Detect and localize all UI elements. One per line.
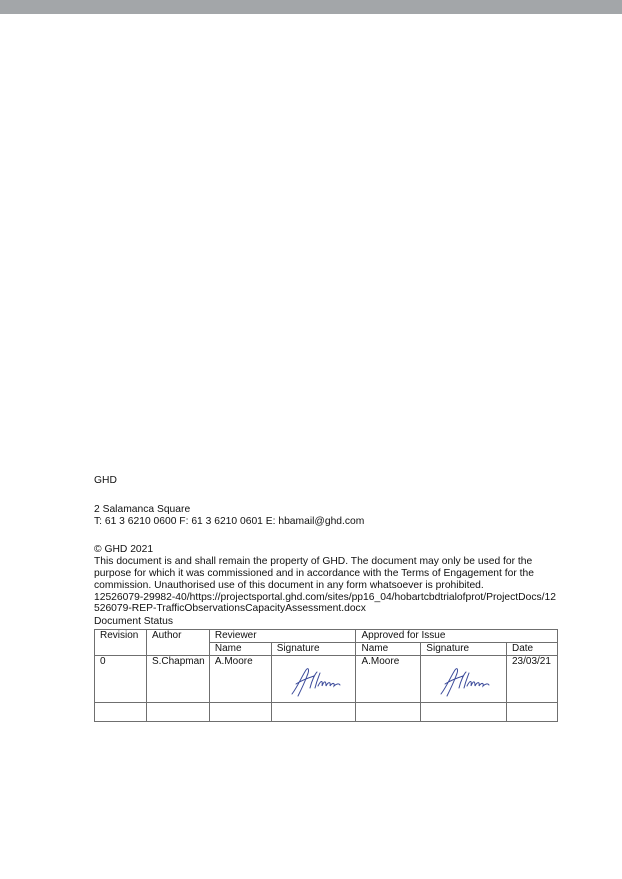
empty-cell [421, 702, 507, 721]
cell-date: 23/03/21 [507, 655, 558, 702]
empty-cell [209, 702, 271, 721]
empty-cell [146, 702, 209, 721]
signature-icon [288, 664, 346, 700]
header-approver-signature: Signature [421, 642, 507, 655]
cell-approver-signature [421, 655, 507, 702]
contact-line: T: 61 3 6210 0600 F: 61 3 6210 0601 E: hbamail@ghd.com [94, 515, 365, 527]
table-row [95, 655, 558, 702]
table-header-row [95, 629, 558, 642]
header-date: Date [507, 642, 558, 655]
header-approved-for-issue: Approved for Issue [356, 629, 558, 642]
document-status-label: Document Status [94, 616, 173, 628]
empty-cell [95, 702, 147, 721]
empty-cell [271, 702, 356, 721]
header-approver-name: Name [356, 642, 421, 655]
company-name: GHD [94, 475, 117, 486]
header-band [0, 0, 622, 14]
empty-cell [507, 702, 558, 721]
copyright: © GHD 2021 [94, 544, 154, 556]
disclaimer: This document is and shall remain the property of GHD. The document may only be used for the purpose for which it was commissioned and in accordance with the Terms of Engagement for the commission. Unauthorised use of this document in any form whatsoever is prohibited. [94, 556, 534, 591]
cell-approver-name: A.Moore [356, 655, 421, 702]
street-address: 2 Salamanca Square [94, 503, 191, 515]
cell-reviewer-signature [271, 655, 356, 702]
cell-revision: 0 [95, 655, 147, 702]
header-reviewer-signature: Signature [271, 642, 356, 655]
file-path: 12526079-29982-40/https://projectsportal.ghd.com/sites/pp16_04/hobartcbdtrialofprot/ProjectDocs/12526079-REP-TrafficObservationsCapacityAssessment.docx [94, 591, 556, 615]
header-author: Author [146, 629, 209, 655]
header-reviewer: Reviewer [209, 629, 356, 642]
cell-reviewer-name: A.Moore [209, 655, 271, 702]
header-revision: Revision [95, 629, 147, 655]
document-status-table [94, 629, 558, 722]
table-row [95, 702, 558, 721]
copyright-block [94, 544, 558, 628]
address-block [94, 504, 558, 528]
empty-cell [356, 702, 421, 721]
cell-author: S.Chapman [146, 655, 209, 702]
document-info [94, 475, 558, 722]
header-reviewer-name: Name [209, 642, 271, 655]
signature-icon [437, 664, 495, 700]
